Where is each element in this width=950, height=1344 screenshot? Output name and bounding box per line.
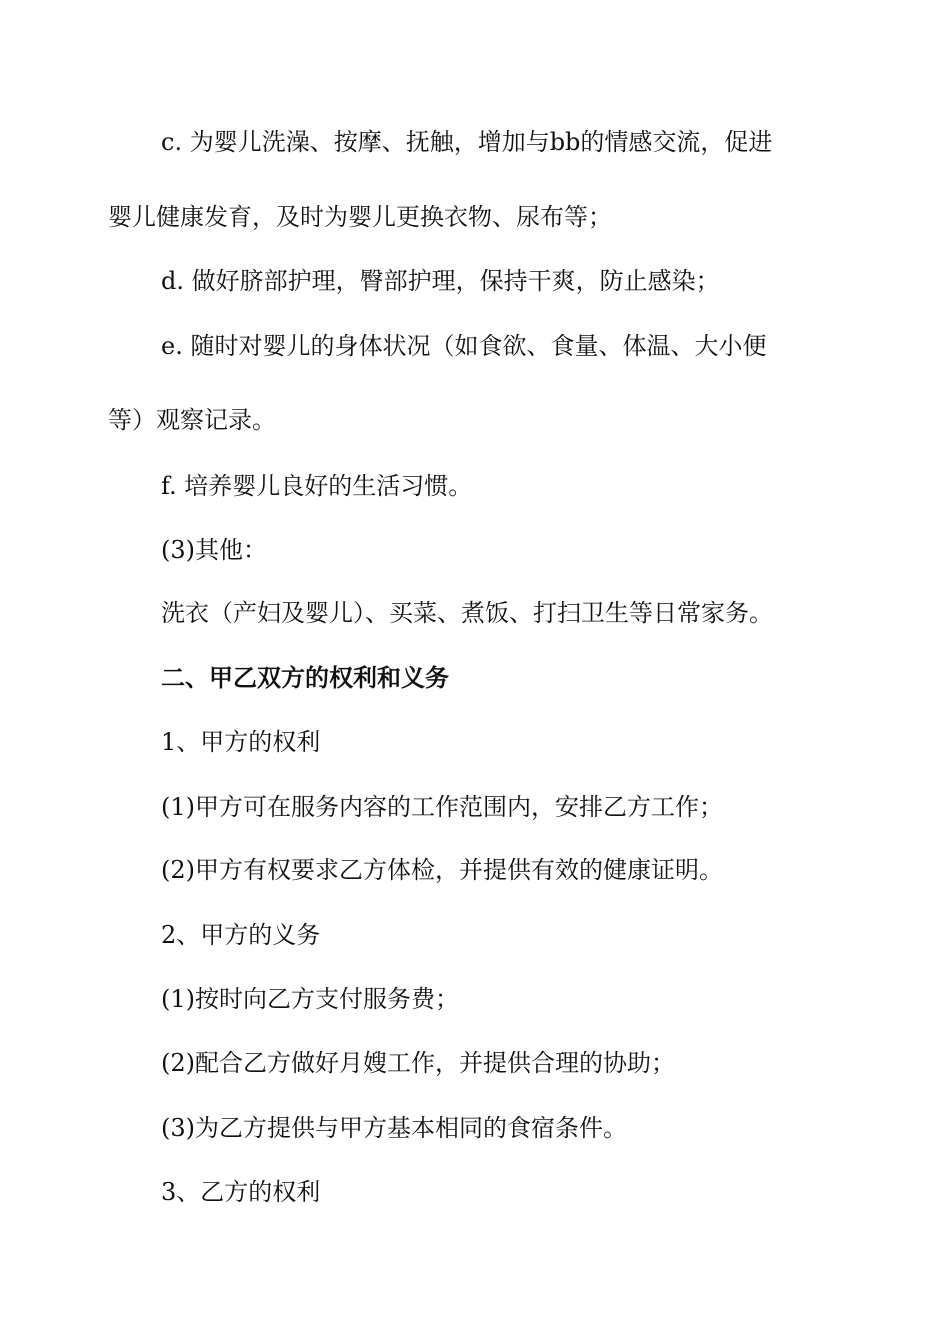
subsection-other: (3)其他： xyxy=(161,536,267,564)
heading-party-a-rights: 1、甲方的权利 xyxy=(161,728,321,756)
paragraph-housework: 洗衣（产妇及婴儿）、买菜、煮饭、打扫卫生等日常家务。 xyxy=(161,599,773,627)
item-a-rights-2: (2)甲方有权要求乙方体检，并提供有效的健康证明。 xyxy=(161,856,723,884)
paragraph-e-line-2: 等）观察记录。 xyxy=(108,406,276,434)
section-heading-rights-obligations: 二、甲乙双方的权利和义务 xyxy=(161,663,449,692)
item-a-obligations-1: (1)按时向乙方支付服务费； xyxy=(161,985,459,1013)
item-a-rights-1: (1)甲方可在服务内容的工作范围内，安排乙方工作； xyxy=(161,793,723,821)
paragraph-d: d. 做好脐部护理，臀部护理，保持干爽，防止感染； xyxy=(161,267,720,295)
heading-party-b-rights: 3、乙方的权利 xyxy=(161,1178,321,1206)
item-a-obligations-2: (2)配合乙方做好月嫂工作，并提供合理的协助； xyxy=(161,1049,675,1077)
heading-party-a-obligations: 2、甲方的义务 xyxy=(161,921,321,949)
paragraph-f: f. 培养婴儿良好的生活习惯。 xyxy=(161,472,473,500)
paragraph-c-line-2: 婴儿健康发育，及时为婴儿更换衣物、尿布等； xyxy=(108,203,612,231)
item-a-obligations-3: (3)为乙方提供与甲方基本相同的食宿条件。 xyxy=(161,1114,627,1142)
paragraph-e-line-1: e. 随时对婴儿的身体状况（如食欲、食量、体温、大小便 xyxy=(161,332,767,360)
paragraph-c-line-1: c. 为婴儿洗澡、按摩、抚触，增加与bb的情感交流，促进 xyxy=(161,128,773,156)
